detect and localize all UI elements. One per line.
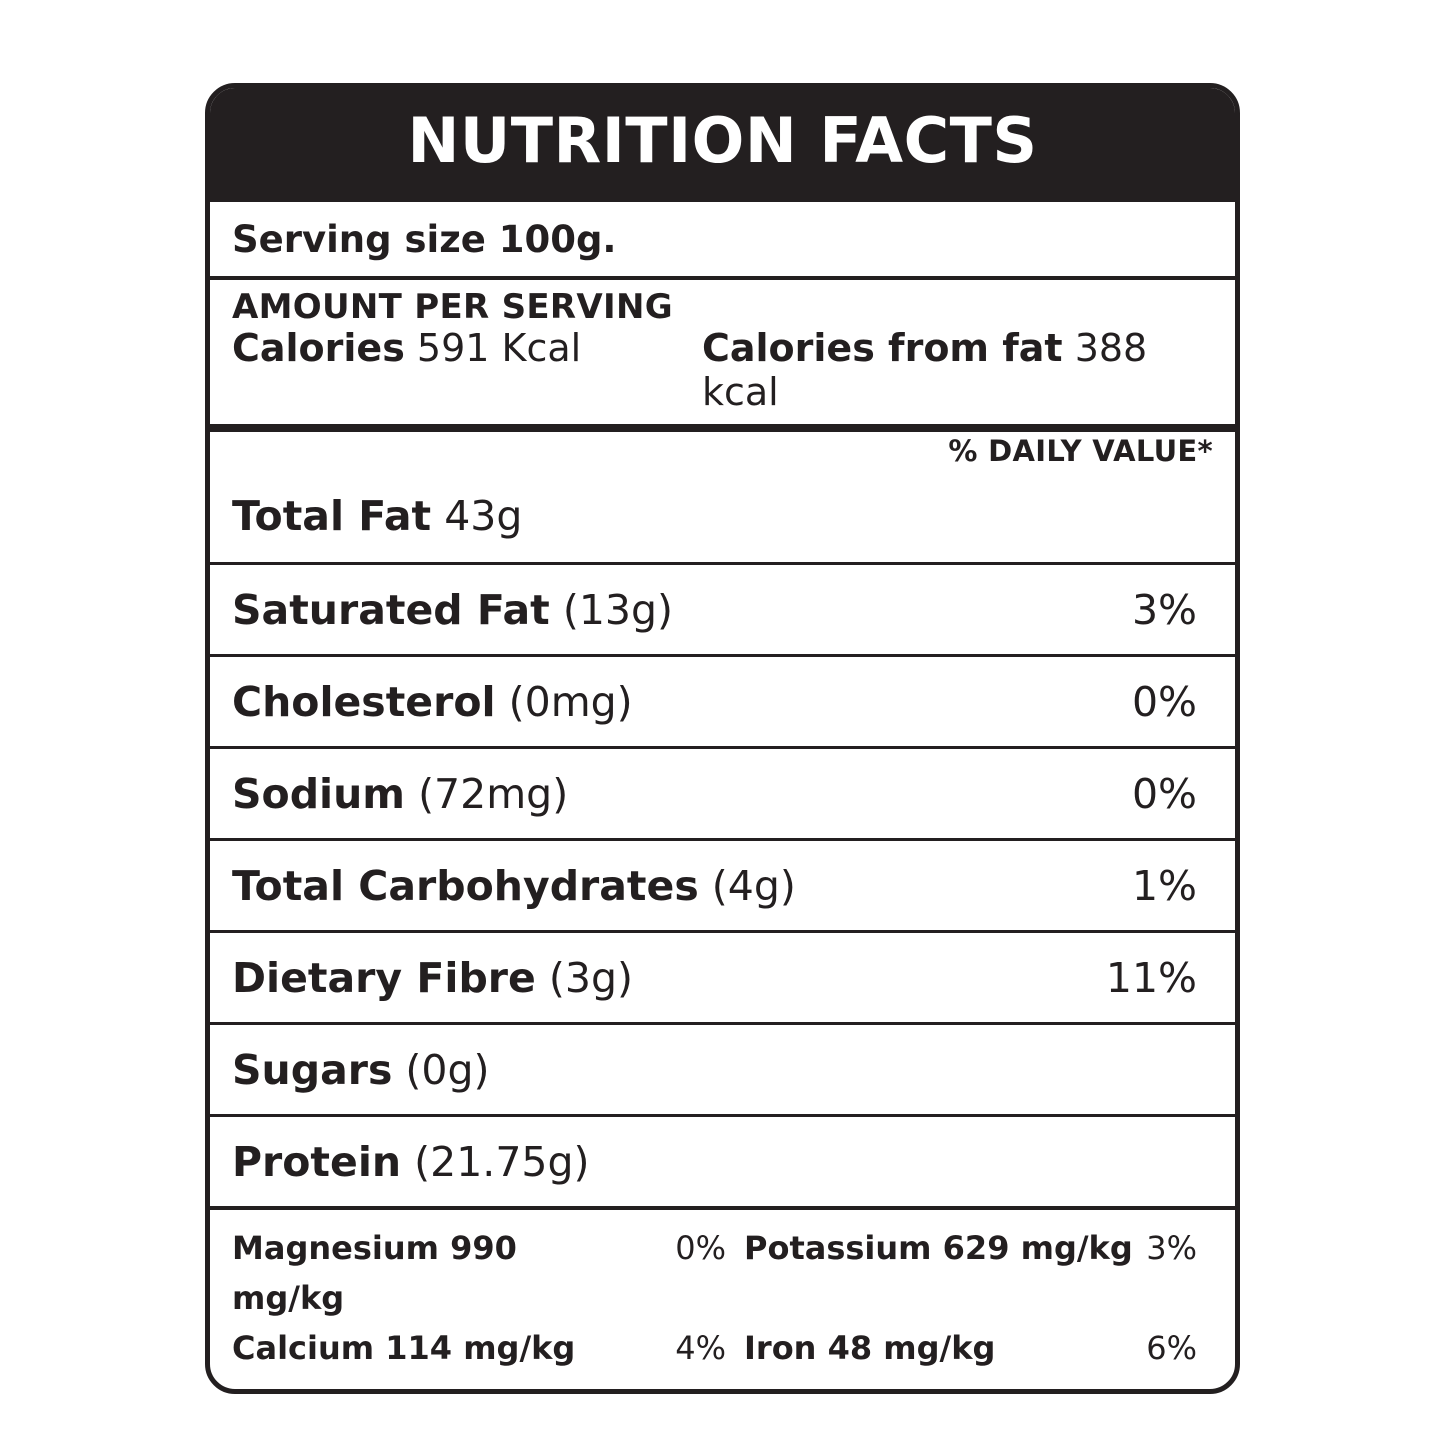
mineral-row-2	[232, 1324, 1213, 1374]
amount-per-serving-row	[210, 276, 1235, 424]
nutrient-row-cholesterol	[210, 654, 1235, 746]
mineral-row-1	[232, 1224, 1213, 1323]
nutrient-name	[232, 1046, 490, 1094]
calories-line	[232, 327, 1213, 420]
nutrient-label: Protein	[232, 1137, 402, 1186]
nutrient-row-sodium	[210, 746, 1235, 838]
calories-from-fat-value: 388 kcal	[702, 326, 1148, 414]
nutrition-facts-label	[205, 83, 1240, 1394]
nutrient-row-sugars	[210, 1022, 1235, 1114]
nutrient-amount: (0g)	[405, 1045, 490, 1094]
nutrient-amount: (13g)	[562, 585, 674, 634]
nutrient-label: Sodium	[232, 769, 406, 818]
mineral-dv: 4%	[675, 1328, 726, 1367]
calories-label: Calories	[232, 326, 405, 371]
nutrient-amount: (0mg)	[508, 677, 633, 726]
nutrient-name	[232, 586, 673, 634]
mineral-dv: 3%	[1146, 1229, 1197, 1268]
daily-value-header: % DAILY VALUE*	[210, 424, 1235, 470]
nutrient-amount: (4g)	[711, 861, 796, 910]
nutrient-name	[232, 770, 568, 818]
nutrient-row-dietary-fibre	[210, 930, 1235, 1022]
mineral-name: Iron 48 mg/kg	[744, 1328, 996, 1367]
nutrient-row-saturated-fat	[210, 562, 1235, 654]
nutrient-dv: 11%	[1105, 953, 1197, 1002]
nutrient-name	[232, 1138, 590, 1186]
calories-cell	[232, 327, 702, 371]
mineral-name: Magnesium 990 mg/kg	[232, 1229, 517, 1317]
nutrient-name	[232, 492, 522, 540]
mineral-name: Potassium 629 mg/kg	[744, 1229, 1133, 1268]
nutrient-name	[232, 954, 633, 1002]
nutrient-row-protein	[210, 1114, 1235, 1206]
nutrient-name	[232, 678, 633, 726]
nutrient-row-total-carbohydrates	[210, 838, 1235, 930]
nutrient-dv: 3%	[1131, 585, 1197, 634]
mineral-name: Calcium 114 mg/kg	[232, 1328, 576, 1367]
calories-from-fat-cell	[702, 327, 1213, 414]
calories-from-fat-label: Calories from fat	[702, 326, 1063, 371]
serving-size-row	[210, 198, 1235, 276]
nutrient-dv: 0%	[1131, 677, 1197, 726]
nutrient-dv: 1%	[1131, 861, 1197, 910]
nutrient-name	[232, 862, 796, 910]
label-title: NUTRITION FACTS	[210, 88, 1235, 198]
nutrient-amount: 43g	[444, 492, 523, 541]
nutrient-label: Total Fat	[232, 492, 432, 541]
calories-value: 591 Kcal	[416, 326, 582, 371]
nutrient-row-total-fat	[210, 470, 1235, 562]
nutrient-label: Sugars	[232, 1045, 393, 1094]
nutrient-amount: (3g)	[548, 953, 633, 1002]
amount-per-serving-label: AMOUNT PER SERVING	[232, 287, 673, 327]
nutrient-label: Total Carbohydrates	[232, 861, 699, 910]
label-panel	[205, 83, 1240, 1394]
nutrient-amount: (21.75g)	[414, 1137, 590, 1186]
nutrient-label: Dietary Fibre	[232, 953, 536, 1002]
nutrient-label: Cholesterol	[232, 677, 496, 726]
serving-size-text: Serving size 100g.	[232, 217, 617, 261]
nutrient-label: Saturated Fat	[232, 585, 550, 634]
mineral-dv: 0%	[675, 1229, 726, 1268]
mineral-dv: 6%	[1146, 1328, 1197, 1367]
minerals-section	[210, 1206, 1235, 1389]
nutrient-amount: (72mg)	[418, 769, 569, 818]
nutrient-dv: 0%	[1131, 769, 1197, 818]
